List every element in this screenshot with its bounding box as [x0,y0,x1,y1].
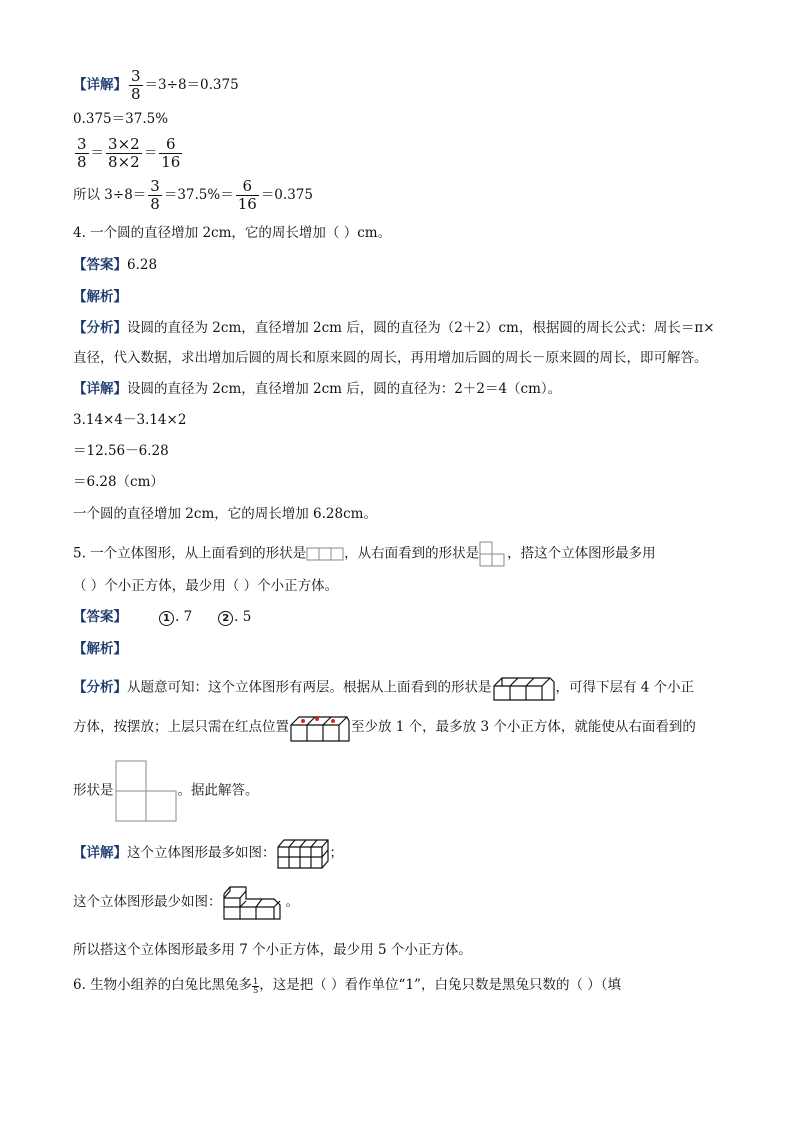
q4-conclusion: 一个圆的直径增加 2cm，它的周长增加 6.28cm。 [73,506,377,522]
q5-conclusion: 所以搭这个立体图形最多用 7 个小正方体，最少用 5 个小正方体。 [73,942,472,958]
right-view-figure [479,541,507,567]
fraction-3-8: $\frac{3}{8}$ [131,67,141,103]
so-line: 所以 3÷8＝ $\frac{3}{8}$ ＝37.5%＝ $\frac{6}{16}$ ＝0.375 [73,177,313,213]
q4-detail: 【详解】设圆的直径为 2cm，直径增加 2cm 后，圆的直径为：2＋2＝4（cm）。 [73,381,562,397]
q5-analysis-line-1: 【分析】从题意可知：这个立体图形有两层。根据从上面看到的形状是 ，可得下层有 4 个小正 [73,674,694,702]
red-dot-cubes-figure [289,713,351,743]
q4-calc-1: 3.14×4－3.14×2 [73,412,187,428]
q5-answer: 【答案】 1 . 7 2 . 5 [73,609,252,625]
right-view-large-figure [114,760,178,822]
detail-line-1: 【详解】 $\frac{3}{8}$ ＝3÷8＝0.375 [73,67,239,103]
q4-analysis-line-2: 直径，代入数据，求出增加后圆的周长和原来圆的周长，再用增加后圆的周长－原来圆的周长，即可解答。 [73,350,708,366]
q4-calc-2: ＝12.56－6.28 [73,443,169,459]
fraction-equation-line: $\frac{3}{8}$ ＝ $\frac{3\times 2}{8\times 2}$ ＝ $\frac{6}{16}$ [77,135,181,171]
bottom-layer-cubes-figure [492,674,556,702]
max-cubes-figure [276,837,330,871]
detail-tag: 【详解】 [73,77,127,93]
q5-detail-max: 【详解】这个立体图形最多如图： ； [73,836,343,871]
q5-analysis-line-2: 方体，按摆放；上层只需在红点位置 至少放 1 个，最多放 3 个小正方体，就能使从右面看到的 [73,712,696,743]
q4-calc-3: ＝6.28（cm） [73,474,164,490]
top-view-figure [306,543,344,565]
min-cubes-figure [222,885,286,921]
question-6: 6. 生物小组养的白兔比黑兔多 $\frac{1}{5}$ ，这是把（ ）看作单位“1”，白兔只数是黑兔只数的（ ）（填 [73,977,621,995]
calc-line-2: 0.375＝37.5% [73,111,169,127]
q4-analysis-line-1: 【分析】设圆的直径为 2cm，直径增加 2cm 后，圆的直径为（2＋2）cm，根据圆的周长公式：周长＝π× [73,320,715,336]
q4-analysis-tag: 【解析】 [73,289,127,305]
q4-answer: 【答案】6.28 [73,257,158,273]
question-5-line-1: 5. 一个立体图形，从上面看到的形状是 ，从右面看到的形状是 ，搭这个立体图形最多用 [73,541,656,567]
q5-detail-min: 这个立体图形最少如图： 。 [73,884,299,921]
q5-analysis-line-3: 形状是 。据此解答。 [73,760,259,822]
fraction-1-5: $\frac{1}{5}$ [253,977,259,995]
question-5-line-2: （ ）个小正方体，最少用（ ）个小正方体。 [73,578,339,594]
q5-analysis-tag: 【解析】 [73,641,127,657]
question-4: 4. 一个圆的直径增加 2cm，它的周长增加（ ）cm。 [73,225,392,241]
